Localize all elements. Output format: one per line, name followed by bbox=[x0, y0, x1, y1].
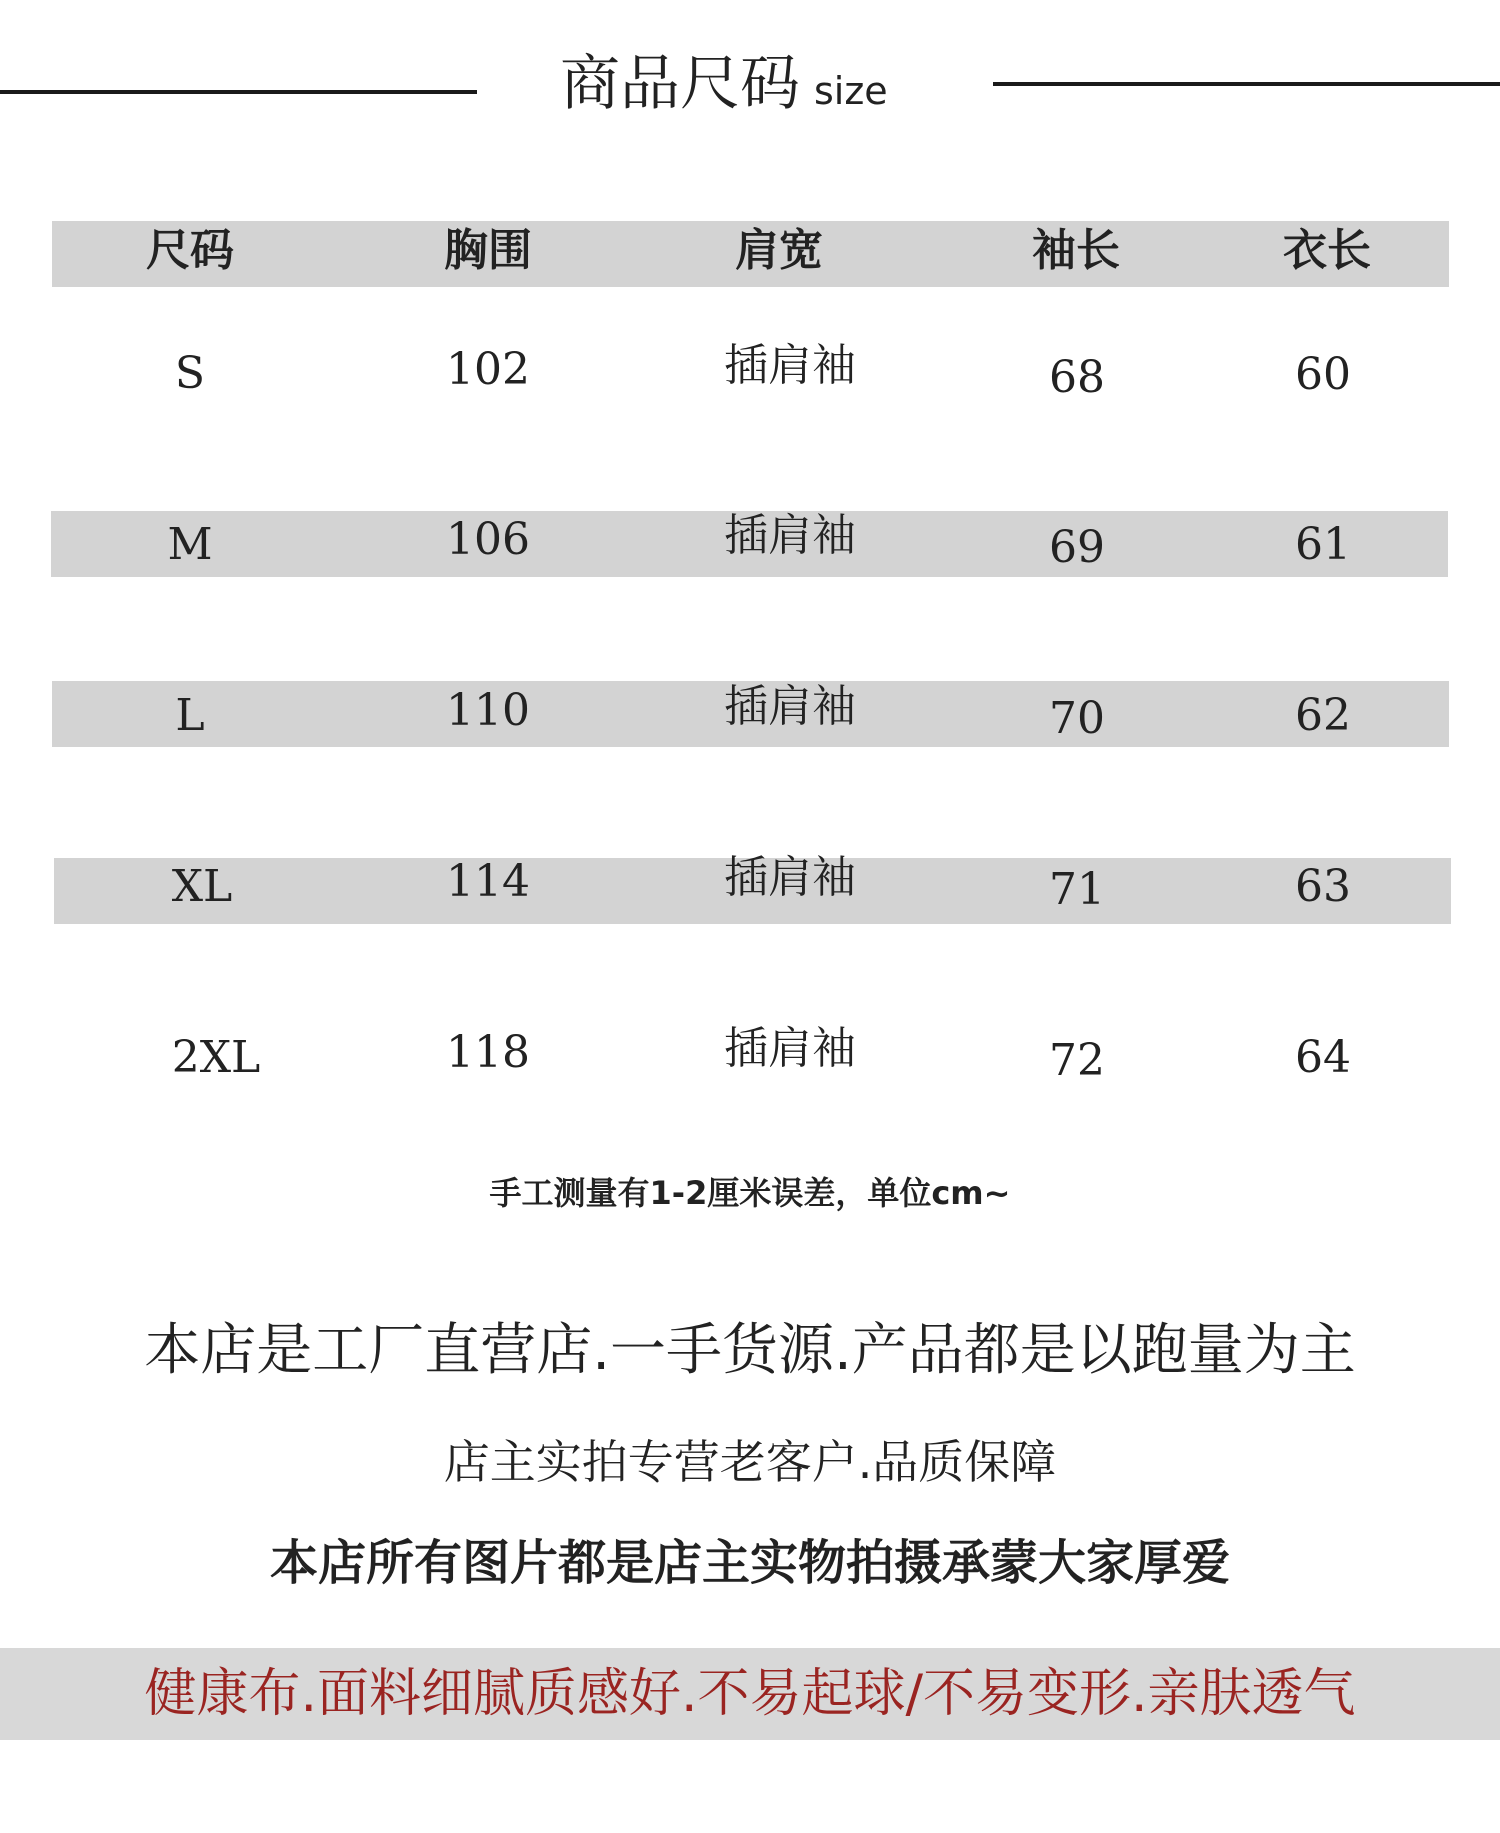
measurement-note: 手工测量有1-2厘米误差，单位cm~ bbox=[489, 1174, 1011, 1212]
header-rule-left bbox=[0, 90, 477, 94]
col-header-chest: 胸围 bbox=[444, 225, 532, 276]
table-cell-size: S bbox=[174, 348, 206, 399]
table-cell-chest: 106 bbox=[446, 514, 530, 565]
table-cell-length: 62 bbox=[1295, 690, 1351, 741]
table-cell-shoulder: 插肩袖 bbox=[724, 1023, 856, 1074]
table-cell-chest: 118 bbox=[446, 1027, 530, 1078]
table-cell-chest: 110 bbox=[446, 685, 530, 736]
table-cell-chest: 102 bbox=[446, 344, 530, 395]
table-cell-chest: 114 bbox=[446, 856, 530, 907]
table-cell-size: M bbox=[167, 519, 213, 570]
table-cell-length: 61 bbox=[1295, 519, 1351, 570]
shop-slogan-photos: 本店所有图片都是店主实物拍摄承蒙大家厚爱 bbox=[269, 1535, 1230, 1591]
table-cell-shoulder: 插肩袖 bbox=[724, 510, 856, 561]
header-rule-right bbox=[993, 82, 1500, 86]
col-header-sleeve: 袖长 bbox=[1032, 225, 1120, 276]
table-cell-length: 64 bbox=[1295, 1032, 1351, 1083]
table-cell-sleeve: 72 bbox=[1049, 1035, 1105, 1086]
table-cell-shoulder: 插肩袖 bbox=[724, 681, 856, 732]
title-text: 商品尺码 bbox=[560, 49, 800, 119]
col-header-size: 尺码 bbox=[146, 225, 234, 276]
table-cell-size: XL bbox=[171, 861, 233, 912]
title-subtitle: size bbox=[814, 69, 888, 113]
table-cell-size: 2XL bbox=[171, 1032, 261, 1083]
shop-slogan-factory: 本店是工厂直营店.一手货源.产品都是以跑量为主 bbox=[144, 1318, 1356, 1383]
page-title bbox=[560, 36, 940, 122]
table-cell-size: L bbox=[175, 690, 205, 741]
shop-slogan-quality: 店主实拍专营老客户.品质保障 bbox=[443, 1435, 1057, 1489]
table-cell-sleeve: 68 bbox=[1049, 352, 1105, 403]
fabric-features: 健康布.面料细腻质感好.不易起球/不易变形.亲肤透气 bbox=[144, 1664, 1356, 1724]
table-cell-sleeve: 69 bbox=[1049, 522, 1105, 573]
table-cell-shoulder: 插肩袖 bbox=[724, 340, 856, 391]
table-cell-sleeve: 71 bbox=[1049, 864, 1105, 915]
table-cell-length: 60 bbox=[1295, 349, 1351, 400]
table-cell-length: 63 bbox=[1295, 861, 1351, 912]
table-cell-sleeve: 70 bbox=[1049, 693, 1105, 744]
table-cell-shoulder: 插肩袖 bbox=[724, 852, 856, 903]
col-header-shoulder: 肩宽 bbox=[735, 225, 823, 276]
col-header-length: 衣长 bbox=[1283, 225, 1371, 276]
